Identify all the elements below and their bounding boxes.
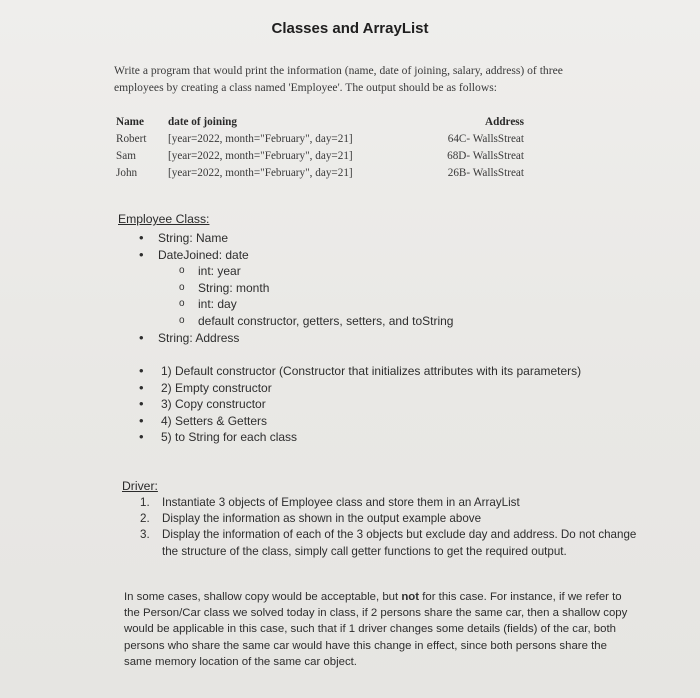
output-table-address-column	[430, 114, 524, 182]
row-address: 64C- WallsStreat	[447, 133, 524, 145]
list-item: • String: Address	[158, 330, 239, 347]
employee-class-heading: Employee Class:	[118, 212, 210, 226]
list-item: o int: year	[198, 263, 453, 280]
row-date: [year=2022, month="February", day=21]	[168, 133, 353, 145]
row-name: Robert	[116, 133, 147, 145]
row-name: John	[116, 167, 138, 179]
row-address: 26B- WallsStreat	[447, 167, 524, 179]
header-name: Name	[116, 116, 144, 128]
paragraph-text: In some cases, shallow copy would be acceptable, but	[124, 591, 402, 603]
list-item	[140, 527, 642, 559]
page-title: Classes and ArrayList	[271, 20, 429, 37]
intro-text: Write a program that would print the information (name, date of joining, salary, address) of three employees by creating a class named 'Employee'. The output should be as follows:	[114, 64, 563, 94]
list-item: • 5) to String for each class	[161, 429, 581, 446]
methods-list	[161, 363, 581, 446]
list-item: • String: Name	[158, 230, 249, 247]
list-item	[140, 495, 642, 511]
output-table-date-column	[168, 114, 353, 182]
step-text: Instantiate 3 objects of Employee class and store them in an ArrayList	[162, 496, 520, 509]
row-name: Sam	[116, 150, 136, 162]
row-address: 68D- WallsStreat	[447, 150, 524, 162]
list-item: • 2) Empty constructor	[161, 380, 581, 397]
list-item: • 4) Setters & Getters	[161, 413, 581, 430]
driver-heading: Driver:	[122, 479, 158, 493]
employee-fields-list	[158, 230, 249, 263]
row-date: [year=2022, month="February", day=21]	[168, 150, 353, 162]
step-number: 2.	[140, 512, 150, 526]
list-item: • 1) Default constructor (Constructor that initializes attributes with its parameters)	[161, 363, 581, 380]
list-item: o String: month	[198, 280, 453, 297]
paragraph-text: for this case. For instance, if we refer to the Person/Car class we solved today in class, if 2 persons share the same car, then a shallow copy would be applicable in this case, such that if 1 driver changes some details (fields) of the car, both persons who share the same car would have this change in effect, since both persons share the same memory location of the same car object.	[124, 591, 628, 668]
step-number: 3.	[140, 528, 150, 542]
output-table-name-column	[116, 114, 146, 182]
paragraph-bold-word: not	[401, 591, 420, 603]
list-item: • DateJoined: date	[158, 247, 249, 264]
list-item: • 3) Copy constructor	[161, 396, 581, 413]
employee-address-list	[158, 330, 239, 347]
step-text: Display the information as shown in the output example above	[162, 512, 482, 526]
step-number: 1.	[140, 496, 150, 509]
date-subfields-list	[198, 263, 453, 329]
header-date: date of joining	[168, 116, 237, 128]
header-address: Address	[485, 116, 524, 128]
list-item: o default constructor, getters, setters, and toString	[198, 313, 453, 330]
list-item	[140, 511, 642, 527]
step-text: Display the information of each of the 3 objects but exclude day and address. Do not change the structure of the class, simply call getter functions to get the required output.	[162, 528, 637, 558]
list-item: o int: day	[198, 296, 453, 313]
shallow-copy-paragraph	[124, 589, 636, 670]
row-date: [year=2022, month="February", day=21]	[168, 167, 353, 179]
driver-steps-list	[140, 495, 642, 560]
